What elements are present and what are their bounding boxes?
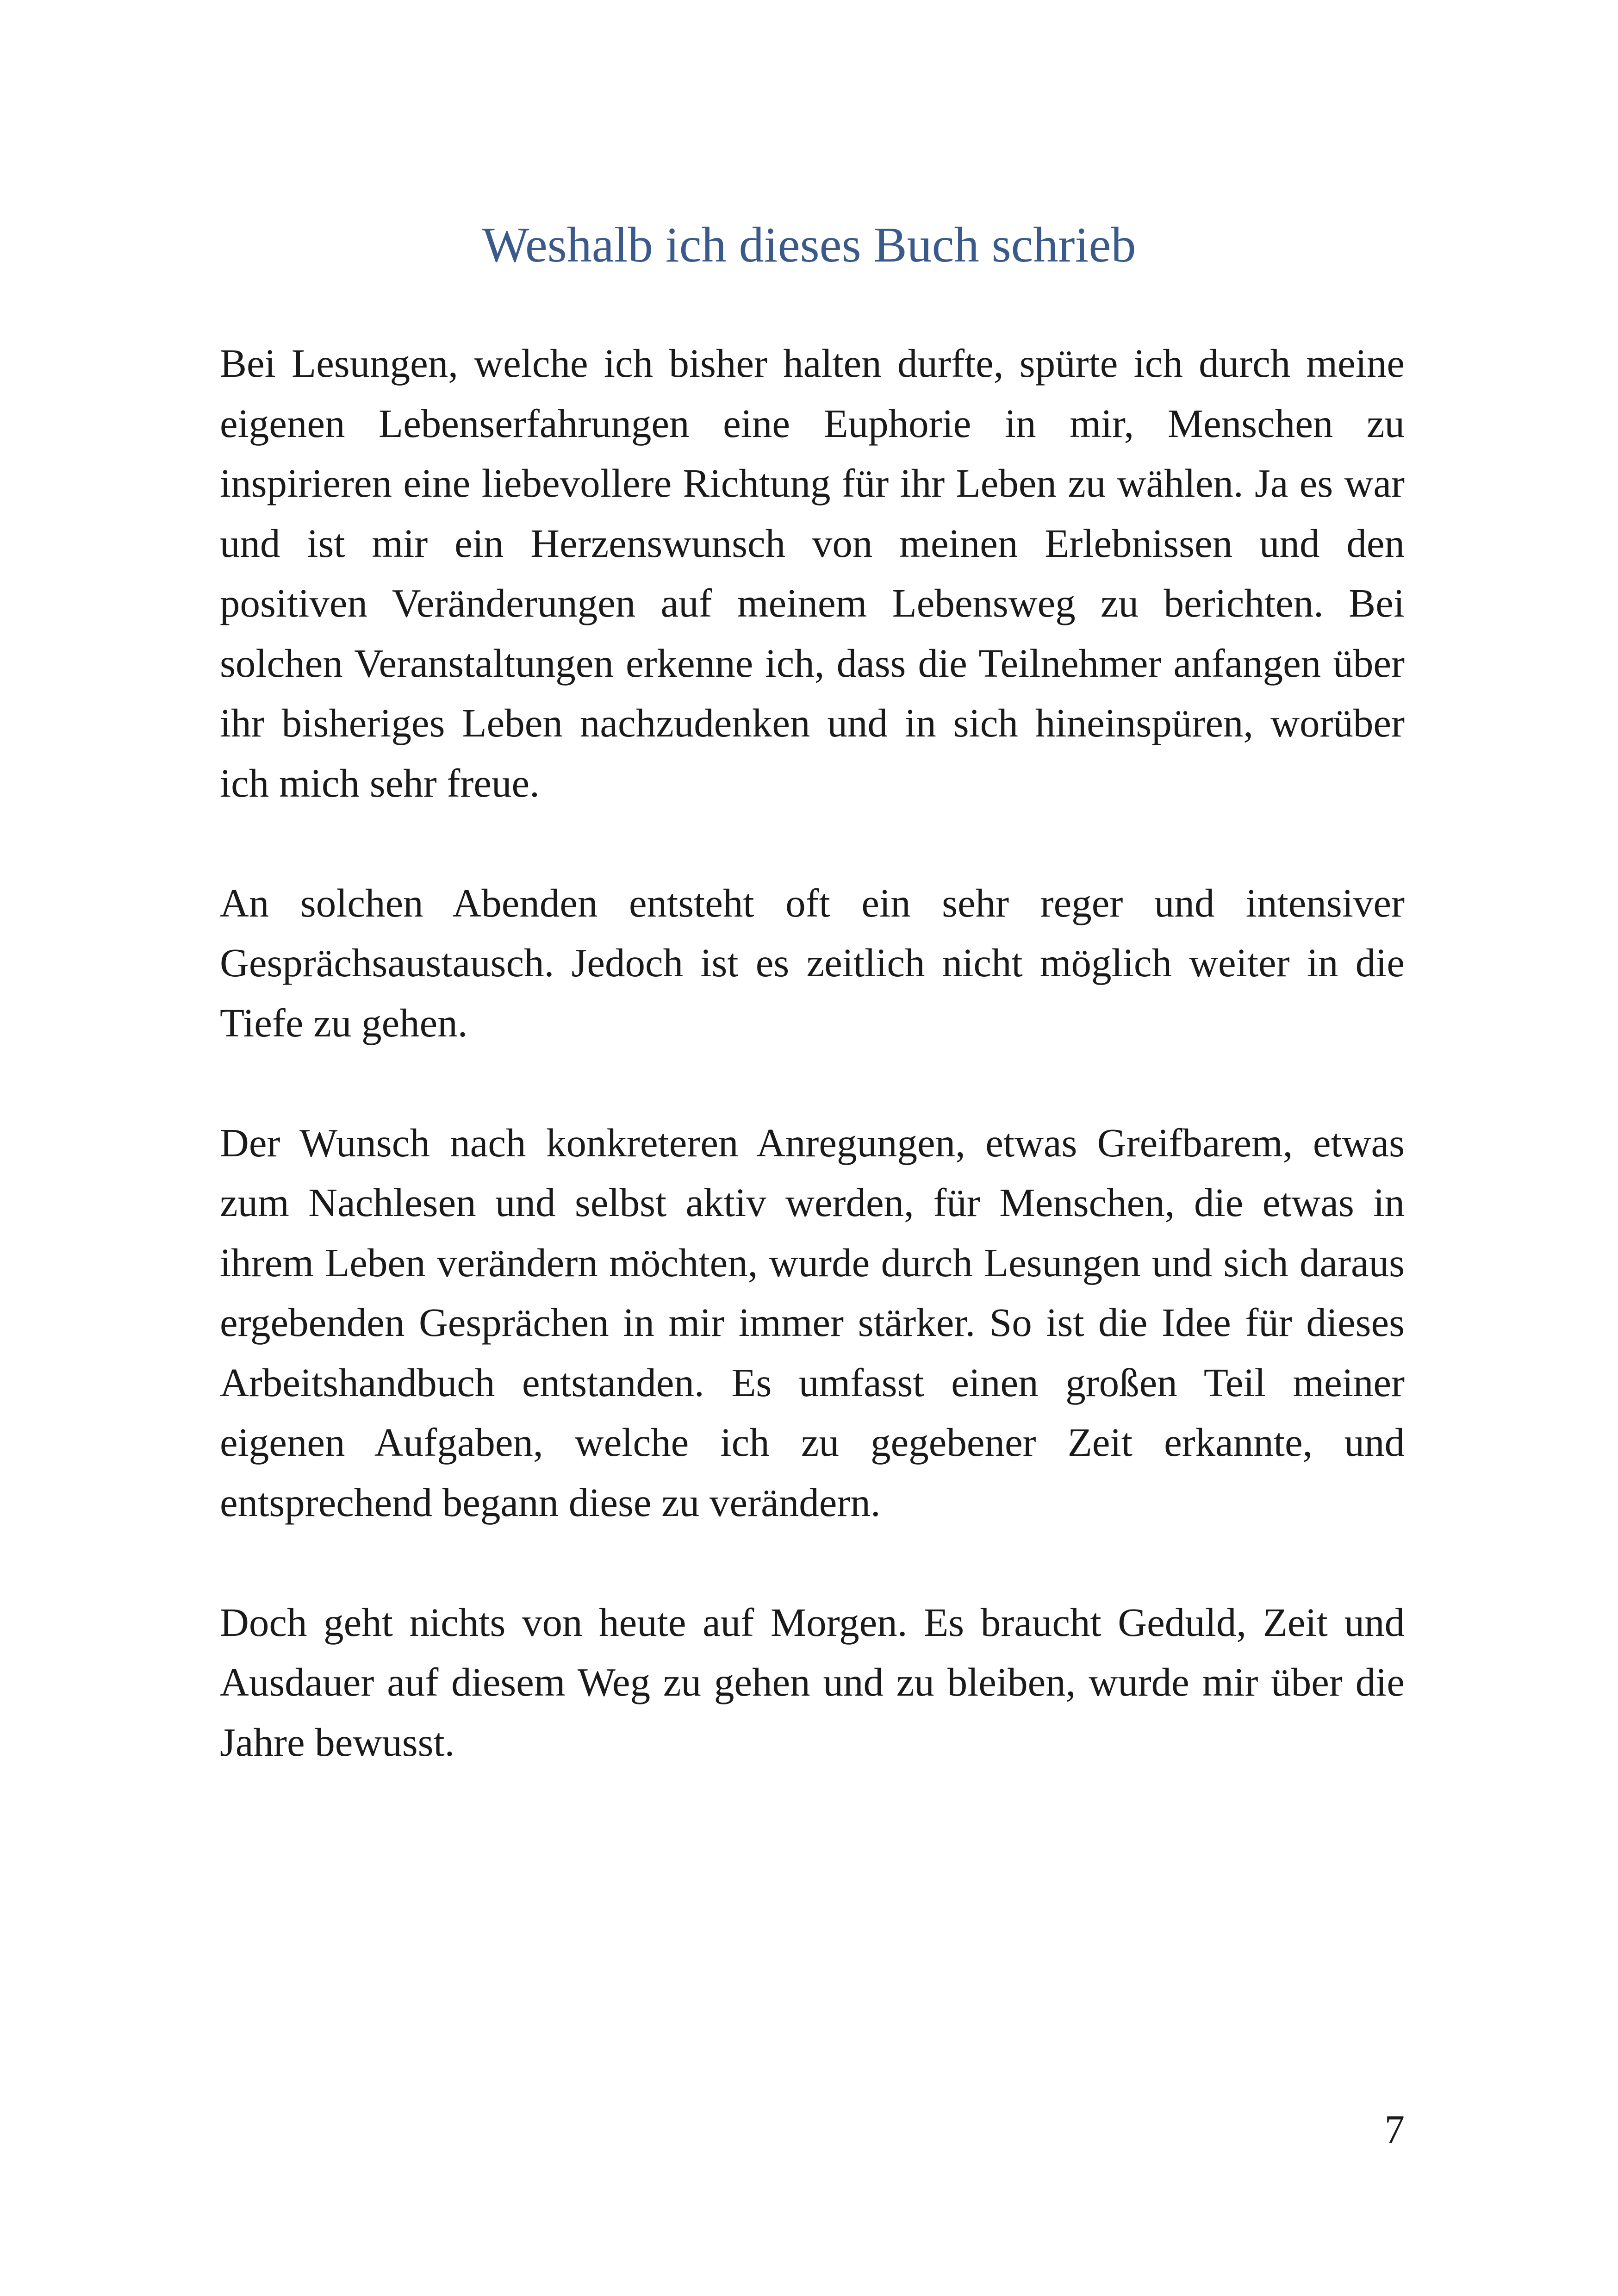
paragraph-3: Der Wunsch nach konkreteren Anregungen, etwas Greifbarem, etwas zum Nachlesen und selbst aktiv werden, für Menschen, die etwas in ihrem Leben verändern möchten, wurde durch Lesungen und sich daraus ergebenden Gesprächen in mir immer stärker. So ist die Idee für dieses Arbeitshandbuch entstanden. Es umfasst einen großen Teil meiner eigenen Aufgaben, welche ich zu gegebener Zeit erkannte, und entsprechend begann diese zu verändern. [220, 1120, 1405, 1525]
paragraph-4: Doch geht nichts von heute auf Morgen. Es braucht Geduld, Zeit und Ausdauer auf diesem Weg zu gehen und zu bleiben, wurde mir über die Jahre bewusst. [220, 1599, 1405, 1765]
body-text [220, 333, 1405, 1832]
paragraph-2: An solchen Abenden entsteht oft ein sehr reger und intensiver Gesprächsaustausch. Jedoch ist es zeitlich nicht möglich weiter in die Tiefe zu gehen. [220, 880, 1405, 1045]
paragraph-1: Bei Lesungen, welche ich bisher halten durfte, spürte ich durch meine eigenen Lebenserfahrungen eine Euphorie in mir, Menschen zu inspirieren eine liebevollere Richtung für ihr Leben zu wählen. Ja es war und ist mir ein Herzenswunsch von meinen Erlebnissen und den positiven Veränderungen auf meinem Lebensweg zu berichten. Bei solchen Veranstaltungen erkenne ich, dass die Teilnehmer anfangen über ihr bisheriges Leben nachzudenken und in sich hineinspüren, worüber ich mich sehr freue. [220, 341, 1405, 805]
chapter-title: Weshalb ich dieses Buch schrieb [482, 218, 1136, 273]
page-number: 7 [1384, 2107, 1405, 2152]
